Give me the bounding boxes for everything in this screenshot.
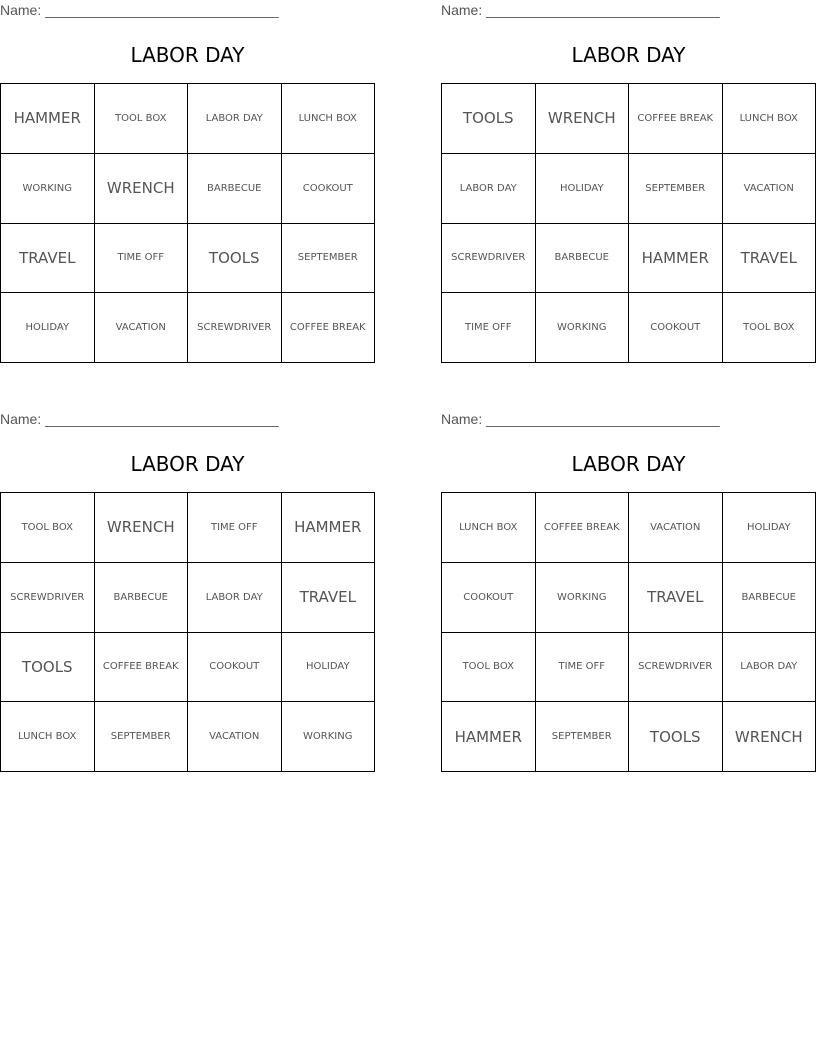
name-blank: ______________________________ xyxy=(486,411,720,427)
bingo-cell: COFFEE BREAK xyxy=(282,293,376,363)
name-line xyxy=(441,411,720,427)
bingo-cell: WRENCH xyxy=(95,154,189,224)
bingo-cell: LUNCH BOX xyxy=(723,84,816,154)
name-label: Name: xyxy=(441,2,483,18)
bingo-cell: HOLIDAY xyxy=(723,493,816,563)
bingo-card-2 xyxy=(441,0,816,364)
bingo-cell: TOOL BOX xyxy=(1,493,95,563)
bingo-grid xyxy=(0,83,375,363)
bingo-cell: LABOR DAY xyxy=(188,84,282,154)
bingo-cell: HOLIDAY xyxy=(536,154,630,224)
bingo-cell: LUNCH BOX xyxy=(1,702,95,772)
bingo-cell: COOKOUT xyxy=(442,563,536,633)
bingo-cell: COOKOUT xyxy=(282,154,376,224)
bingo-cell: SEPTEMBER xyxy=(282,224,376,294)
name-line xyxy=(0,2,279,18)
bingo-cell: VACATION xyxy=(95,293,189,363)
bingo-grid xyxy=(0,492,375,772)
bingo-cell: COFFEE BREAK xyxy=(95,633,189,703)
bingo-cell: TOOLS xyxy=(629,702,723,772)
bingo-cell: WRENCH xyxy=(536,84,630,154)
bingo-cell: TOOLS xyxy=(1,633,95,703)
bingo-cell: LABOR DAY xyxy=(723,633,816,703)
card-title: LABOR DAY xyxy=(571,43,686,67)
bingo-cell: TIME OFF xyxy=(95,224,189,294)
bingo-cell: SCREWDRIVER xyxy=(188,293,282,363)
bingo-cell: HAMMER xyxy=(1,84,95,154)
bingo-cell: VACATION xyxy=(629,493,723,563)
bingo-grid xyxy=(441,492,816,772)
card-title: LABOR DAY xyxy=(571,452,686,476)
bingo-cell: HAMMER xyxy=(442,702,536,772)
name-line xyxy=(0,411,279,427)
bingo-cell: SCREWDRIVER xyxy=(442,224,536,294)
bingo-cell: LABOR DAY xyxy=(442,154,536,224)
bingo-cell: HOLIDAY xyxy=(1,293,95,363)
bingo-cell: HAMMER xyxy=(282,493,376,563)
bingo-cell: BARBECUE xyxy=(536,224,630,294)
bingo-cell: WORKING xyxy=(536,293,630,363)
bingo-cell: BARBECUE xyxy=(723,563,816,633)
bingo-cell: TOOL BOX xyxy=(442,633,536,703)
bingo-cell: HAMMER xyxy=(629,224,723,294)
card-title: LABOR DAY xyxy=(130,43,245,67)
bingo-cell: COOKOUT xyxy=(629,293,723,363)
bingo-cell: LABOR DAY xyxy=(188,563,282,633)
bingo-cell: BARBECUE xyxy=(95,563,189,633)
bingo-cell: SEPTEMBER xyxy=(536,702,630,772)
bingo-card-4 xyxy=(441,409,816,773)
bingo-card-1 xyxy=(0,0,375,364)
bingo-grid xyxy=(441,83,816,363)
bingo-cell: SEPTEMBER xyxy=(95,702,189,772)
bingo-cell: TRAVEL xyxy=(629,563,723,633)
bingo-cell: COOKOUT xyxy=(188,633,282,703)
name-label: Name: xyxy=(441,411,483,427)
bingo-cell: WRENCH xyxy=(95,493,189,563)
bingo-cell: LUNCH BOX xyxy=(442,493,536,563)
bingo-cell: WRENCH xyxy=(723,702,816,772)
name-blank: ______________________________ xyxy=(45,2,279,18)
bingo-cell: TRAVEL xyxy=(1,224,95,294)
bingo-cell: WORKING xyxy=(1,154,95,224)
bingo-cell: HOLIDAY xyxy=(282,633,376,703)
bingo-cell: VACATION xyxy=(723,154,816,224)
name-label: Name: xyxy=(0,411,42,427)
name-blank: ______________________________ xyxy=(486,2,720,18)
name-blank: ______________________________ xyxy=(45,411,279,427)
bingo-cell: BARBECUE xyxy=(188,154,282,224)
bingo-cell: TOOLS xyxy=(442,84,536,154)
bingo-cell: TIME OFF xyxy=(442,293,536,363)
bingo-cell: LUNCH BOX xyxy=(282,84,376,154)
bingo-cell: COFFEE BREAK xyxy=(629,84,723,154)
bingo-cell: SCREWDRIVER xyxy=(1,563,95,633)
bingo-cell: TRAVEL xyxy=(723,224,816,294)
bingo-cell: TOOL BOX xyxy=(95,84,189,154)
bingo-cell: TOOL BOX xyxy=(723,293,816,363)
bingo-cell: WORKING xyxy=(536,563,630,633)
bingo-cell: COFFEE BREAK xyxy=(536,493,630,563)
bingo-cell: SEPTEMBER xyxy=(629,154,723,224)
name-line xyxy=(441,2,720,18)
bingo-cell: WORKING xyxy=(282,702,376,772)
bingo-cell: TOOLS xyxy=(188,224,282,294)
bingo-cell: VACATION xyxy=(188,702,282,772)
bingo-cell: TIME OFF xyxy=(536,633,630,703)
bingo-cell: SCREWDRIVER xyxy=(629,633,723,703)
bingo-card-3 xyxy=(0,409,375,773)
bingo-cell: TIME OFF xyxy=(188,493,282,563)
name-label: Name: xyxy=(0,2,42,18)
bingo-cell: TRAVEL xyxy=(282,563,376,633)
card-title: LABOR DAY xyxy=(130,452,245,476)
